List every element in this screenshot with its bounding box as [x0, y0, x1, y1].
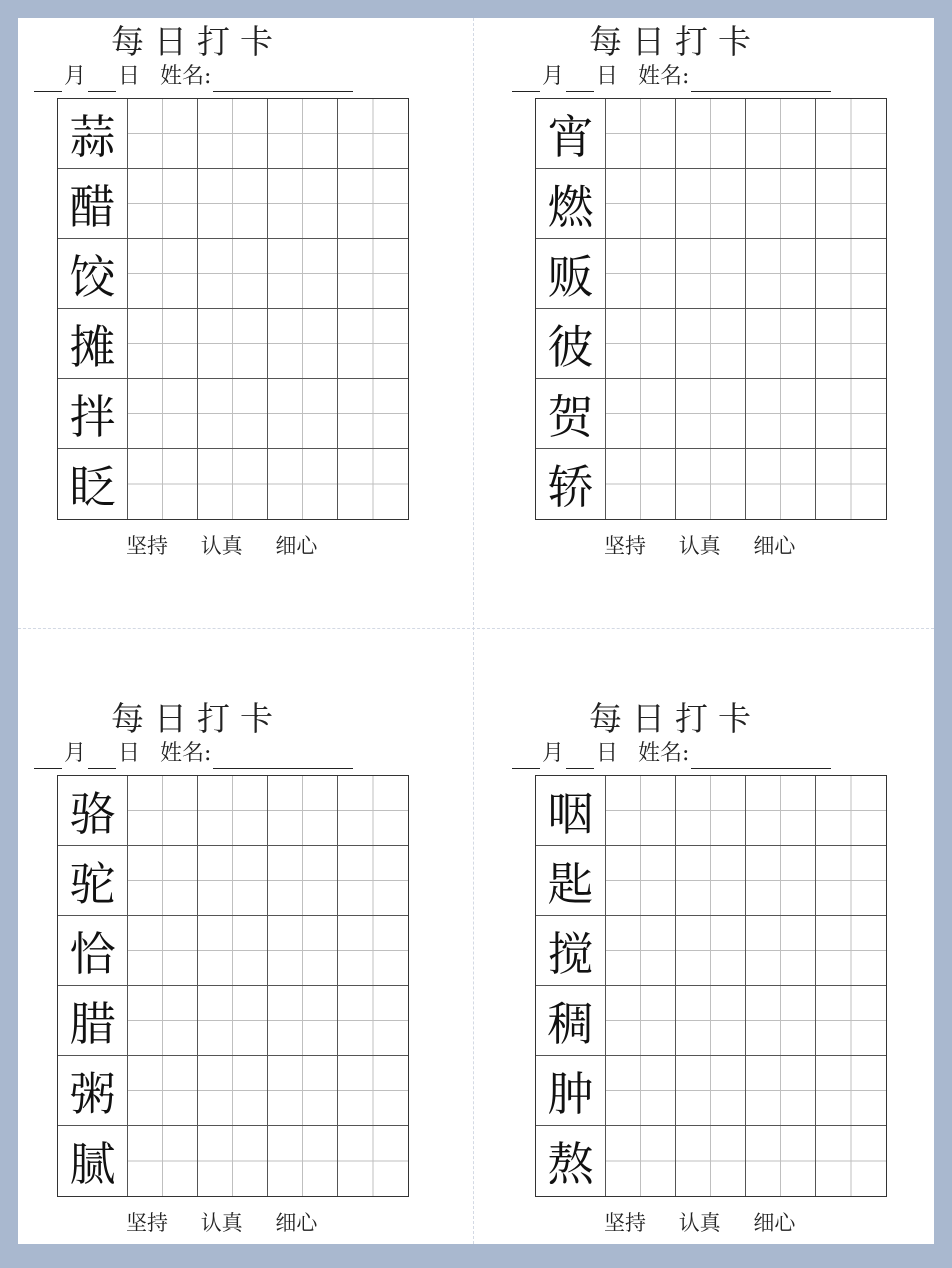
practice-cell[interactable]: [268, 309, 338, 379]
practice-cell[interactable]: [746, 309, 816, 379]
practice-cell[interactable]: [816, 169, 886, 239]
practice-cell[interactable]: [676, 239, 746, 309]
practice-cell[interactable]: [268, 379, 338, 449]
model-character: 匙: [536, 846, 605, 915]
practice-cell[interactable]: [606, 776, 676, 846]
practice-cell[interactable]: [268, 846, 338, 916]
month-blank[interactable]: [512, 69, 540, 92]
name-label: 姓名:: [638, 741, 690, 766]
name-blank[interactable]: [691, 69, 831, 92]
model-character: 稠: [536, 986, 605, 1055]
motto-earnest: 认真: [678, 1211, 721, 1235]
card-title: 每日打卡: [589, 22, 761, 61]
month-label: 月: [542, 64, 565, 89]
model-character: 咽: [536, 776, 605, 845]
model-character: 眨: [58, 449, 127, 519]
model-character-cell: [58, 1126, 128, 1196]
checkin-card-3: [18, 699, 370, 1237]
name-label: 姓名:: [160, 64, 212, 89]
model-character: 蒜: [58, 99, 127, 168]
day-label: 日: [118, 741, 141, 766]
name-label: 姓名:: [160, 741, 212, 766]
vertical-fold-line: [473, 18, 474, 1244]
checkin-card-1: [18, 22, 370, 560]
practice-cell[interactable]: [606, 379, 676, 449]
model-character-cell: [58, 776, 128, 846]
practice-cell[interactable]: [338, 309, 408, 379]
practice-cell[interactable]: [746, 99, 816, 169]
practice-cell[interactable]: [816, 379, 886, 449]
practice-cell[interactable]: [746, 1056, 816, 1126]
practice-cell[interactable]: [606, 1056, 676, 1126]
practice-cell[interactable]: [198, 916, 268, 986]
practice-cell[interactable]: [198, 1126, 268, 1196]
practice-cell[interactable]: [198, 309, 268, 379]
practice-cell[interactable]: [746, 1126, 816, 1196]
practice-cell[interactable]: [676, 169, 746, 239]
date-name-line: [496, 739, 848, 769]
model-character-cell: [58, 99, 128, 169]
practice-cell[interactable]: [676, 1056, 746, 1126]
practice-cell[interactable]: [268, 986, 338, 1056]
card-title: 每日打卡: [589, 699, 761, 738]
motto-earnest: 认真: [200, 534, 243, 558]
practice-cell[interactable]: [338, 1056, 408, 1126]
practice-cell[interactable]: [198, 846, 268, 916]
practice-cell[interactable]: [268, 1056, 338, 1126]
name-label: 姓名:: [638, 64, 690, 89]
day-blank[interactable]: [566, 69, 594, 92]
practice-cell[interactable]: [268, 239, 338, 309]
practice-cell[interactable]: [268, 169, 338, 239]
model-character-cell: [536, 1056, 606, 1126]
practice-cell[interactable]: [198, 169, 268, 239]
practice-cell[interactable]: [746, 986, 816, 1056]
practice-cell[interactable]: [676, 379, 746, 449]
practice-cell[interactable]: [128, 379, 198, 449]
practice-cell[interactable]: [816, 986, 886, 1056]
practice-cell[interactable]: [746, 916, 816, 986]
practice-cell[interactable]: [606, 1126, 676, 1196]
model-character-cell: [536, 309, 606, 379]
motto-persist: 坚持: [604, 534, 646, 558]
practice-cell[interactable]: [198, 379, 268, 449]
model-character-cell: [58, 309, 128, 379]
practice-cell[interactable]: [606, 449, 676, 519]
practice-cell[interactable]: [816, 916, 886, 986]
practice-cell[interactable]: [816, 846, 886, 916]
motto-persist: 坚持: [126, 534, 168, 558]
card-title: 每日打卡: [111, 22, 283, 61]
month-label: 月: [64, 64, 87, 89]
motto-careful: 细心: [275, 1211, 318, 1235]
writing-grid: [57, 775, 409, 1197]
model-character-cell: [58, 379, 128, 449]
model-character-cell: [536, 846, 606, 916]
practice-cell[interactable]: [606, 916, 676, 986]
model-character: 宵: [536, 99, 605, 168]
practice-cell[interactable]: [268, 916, 338, 986]
practice-cell[interactable]: [746, 239, 816, 309]
name-blank[interactable]: [213, 746, 353, 769]
practice-cell[interactable]: [816, 1126, 886, 1196]
model-character: 熬: [536, 1126, 605, 1196]
card-title: 每日打卡: [111, 699, 283, 738]
practice-cell[interactable]: [128, 169, 198, 239]
practice-cell[interactable]: [676, 776, 746, 846]
model-character-cell: [536, 99, 606, 169]
model-character: 腊: [58, 986, 127, 1055]
month-label: 月: [64, 741, 87, 766]
practice-cell[interactable]: [338, 239, 408, 309]
date-name-line: [496, 62, 848, 92]
model-character-cell: [58, 169, 128, 239]
practice-cell[interactable]: [338, 776, 408, 846]
model-character: 贩: [536, 239, 605, 308]
practice-cell[interactable]: [816, 449, 886, 519]
practice-cell[interactable]: [198, 99, 268, 169]
practice-cell[interactable]: [676, 1126, 746, 1196]
model-character-cell: [536, 169, 606, 239]
practice-cell[interactable]: [128, 1126, 198, 1196]
writing-grid: [57, 98, 409, 520]
practice-cell[interactable]: [606, 846, 676, 916]
model-character: 驼: [58, 846, 127, 915]
model-character: 粥: [58, 1056, 127, 1125]
practice-cell[interactable]: [198, 986, 268, 1056]
motto: [604, 1207, 848, 1237]
model-character-cell: [58, 986, 128, 1056]
practice-cell[interactable]: [128, 1056, 198, 1126]
practice-cell[interactable]: [606, 169, 676, 239]
motto-earnest: 认真: [200, 1211, 243, 1235]
practice-cell[interactable]: [268, 1126, 338, 1196]
model-character-cell: [536, 986, 606, 1056]
practice-cell[interactable]: [676, 846, 746, 916]
practice-cell[interactable]: [676, 916, 746, 986]
model-character: 拌: [58, 379, 127, 448]
practice-cell[interactable]: [606, 986, 676, 1056]
day-blank[interactable]: [566, 746, 594, 769]
practice-cell[interactable]: [606, 239, 676, 309]
model-character-cell: [58, 846, 128, 916]
practice-cell[interactable]: [816, 1056, 886, 1126]
model-character-cell: [58, 1056, 128, 1126]
model-character-cell: [536, 916, 606, 986]
practice-cell[interactable]: [338, 846, 408, 916]
month-blank[interactable]: [34, 746, 62, 769]
practice-cell[interactable]: [606, 309, 676, 379]
practice-cell[interactable]: [268, 776, 338, 846]
practice-cell[interactable]: [128, 776, 198, 846]
practice-cell[interactable]: [338, 169, 408, 239]
practice-cell[interactable]: [128, 239, 198, 309]
practice-cell[interactable]: [128, 99, 198, 169]
writing-grid: [535, 775, 887, 1197]
practice-cell[interactable]: [338, 916, 408, 986]
model-character-cell: [58, 239, 128, 309]
practice-cell[interactable]: [338, 379, 408, 449]
motto: [604, 530, 848, 560]
motto: [126, 1207, 370, 1237]
model-character: 轿: [536, 449, 605, 519]
date-name-line: [18, 62, 370, 92]
model-character-cell: [536, 449, 606, 519]
practice-cell[interactable]: [676, 99, 746, 169]
practice-cell[interactable]: [746, 449, 816, 519]
writing-grid: [535, 98, 887, 520]
model-character: 燃: [536, 169, 605, 238]
model-character-cell: [536, 239, 606, 309]
model-character-cell: [536, 379, 606, 449]
practice-cell[interactable]: [816, 776, 886, 846]
motto-careful: 细心: [753, 534, 796, 558]
motto-persist: 坚持: [604, 1211, 646, 1235]
model-character: 搅: [536, 916, 605, 985]
practice-cell[interactable]: [198, 239, 268, 309]
practice-cell[interactable]: [128, 846, 198, 916]
day-label: 日: [596, 741, 619, 766]
model-character: 骆: [58, 776, 127, 845]
practice-cell[interactable]: [746, 846, 816, 916]
model-character: 腻: [58, 1126, 127, 1196]
model-character-cell: [536, 776, 606, 846]
practice-cell[interactable]: [338, 986, 408, 1056]
motto-earnest: 认真: [678, 534, 721, 558]
horizontal-fold-line: [18, 628, 934, 629]
day-blank[interactable]: [88, 69, 116, 92]
practice-cell[interactable]: [676, 449, 746, 519]
checkin-card-4: [496, 699, 848, 1237]
month-blank[interactable]: [512, 746, 540, 769]
name-blank[interactable]: [691, 746, 831, 769]
practice-cell[interactable]: [816, 239, 886, 309]
practice-cell[interactable]: [746, 379, 816, 449]
practice-cell[interactable]: [338, 99, 408, 169]
month-label: 月: [542, 741, 565, 766]
practice-cell[interactable]: [128, 986, 198, 1056]
date-name-line: [18, 739, 370, 769]
name-blank[interactable]: [213, 69, 353, 92]
day-label: 日: [596, 64, 619, 89]
month-blank[interactable]: [34, 69, 62, 92]
model-character: 醋: [58, 169, 127, 238]
practice-cell[interactable]: [198, 449, 268, 519]
checkin-card-2: [496, 22, 848, 560]
motto: [126, 530, 370, 560]
practice-cell[interactable]: [268, 449, 338, 519]
day-blank[interactable]: [88, 746, 116, 769]
practice-cell[interactable]: [338, 449, 408, 519]
practice-cell[interactable]: [816, 99, 886, 169]
practice-cell[interactable]: [816, 309, 886, 379]
practice-cell[interactable]: [128, 449, 198, 519]
practice-cell[interactable]: [198, 1056, 268, 1126]
practice-cell[interactable]: [676, 309, 746, 379]
practice-cell[interactable]: [746, 776, 816, 846]
model-character-cell: [58, 916, 128, 986]
practice-cell[interactable]: [128, 916, 198, 986]
practice-cell[interactable]: [198, 776, 268, 846]
practice-cell[interactable]: [676, 986, 746, 1056]
model-character-cell: [58, 449, 128, 519]
practice-cell[interactable]: [268, 99, 338, 169]
model-character: 肿: [536, 1056, 605, 1125]
model-character: 彼: [536, 309, 605, 378]
model-character-cell: [536, 1126, 606, 1196]
motto-persist: 坚持: [126, 1211, 168, 1235]
model-character: 饺: [58, 239, 127, 308]
practice-cell[interactable]: [338, 1126, 408, 1196]
practice-cell[interactable]: [128, 309, 198, 379]
practice-cell[interactable]: [606, 99, 676, 169]
practice-cell[interactable]: [746, 169, 816, 239]
day-label: 日: [118, 64, 141, 89]
model-character: 恰: [58, 916, 127, 985]
model-character: 贺: [536, 379, 605, 448]
motto-careful: 细心: [753, 1211, 796, 1235]
model-character: 摊: [58, 309, 127, 378]
motto-careful: 细心: [275, 534, 318, 558]
